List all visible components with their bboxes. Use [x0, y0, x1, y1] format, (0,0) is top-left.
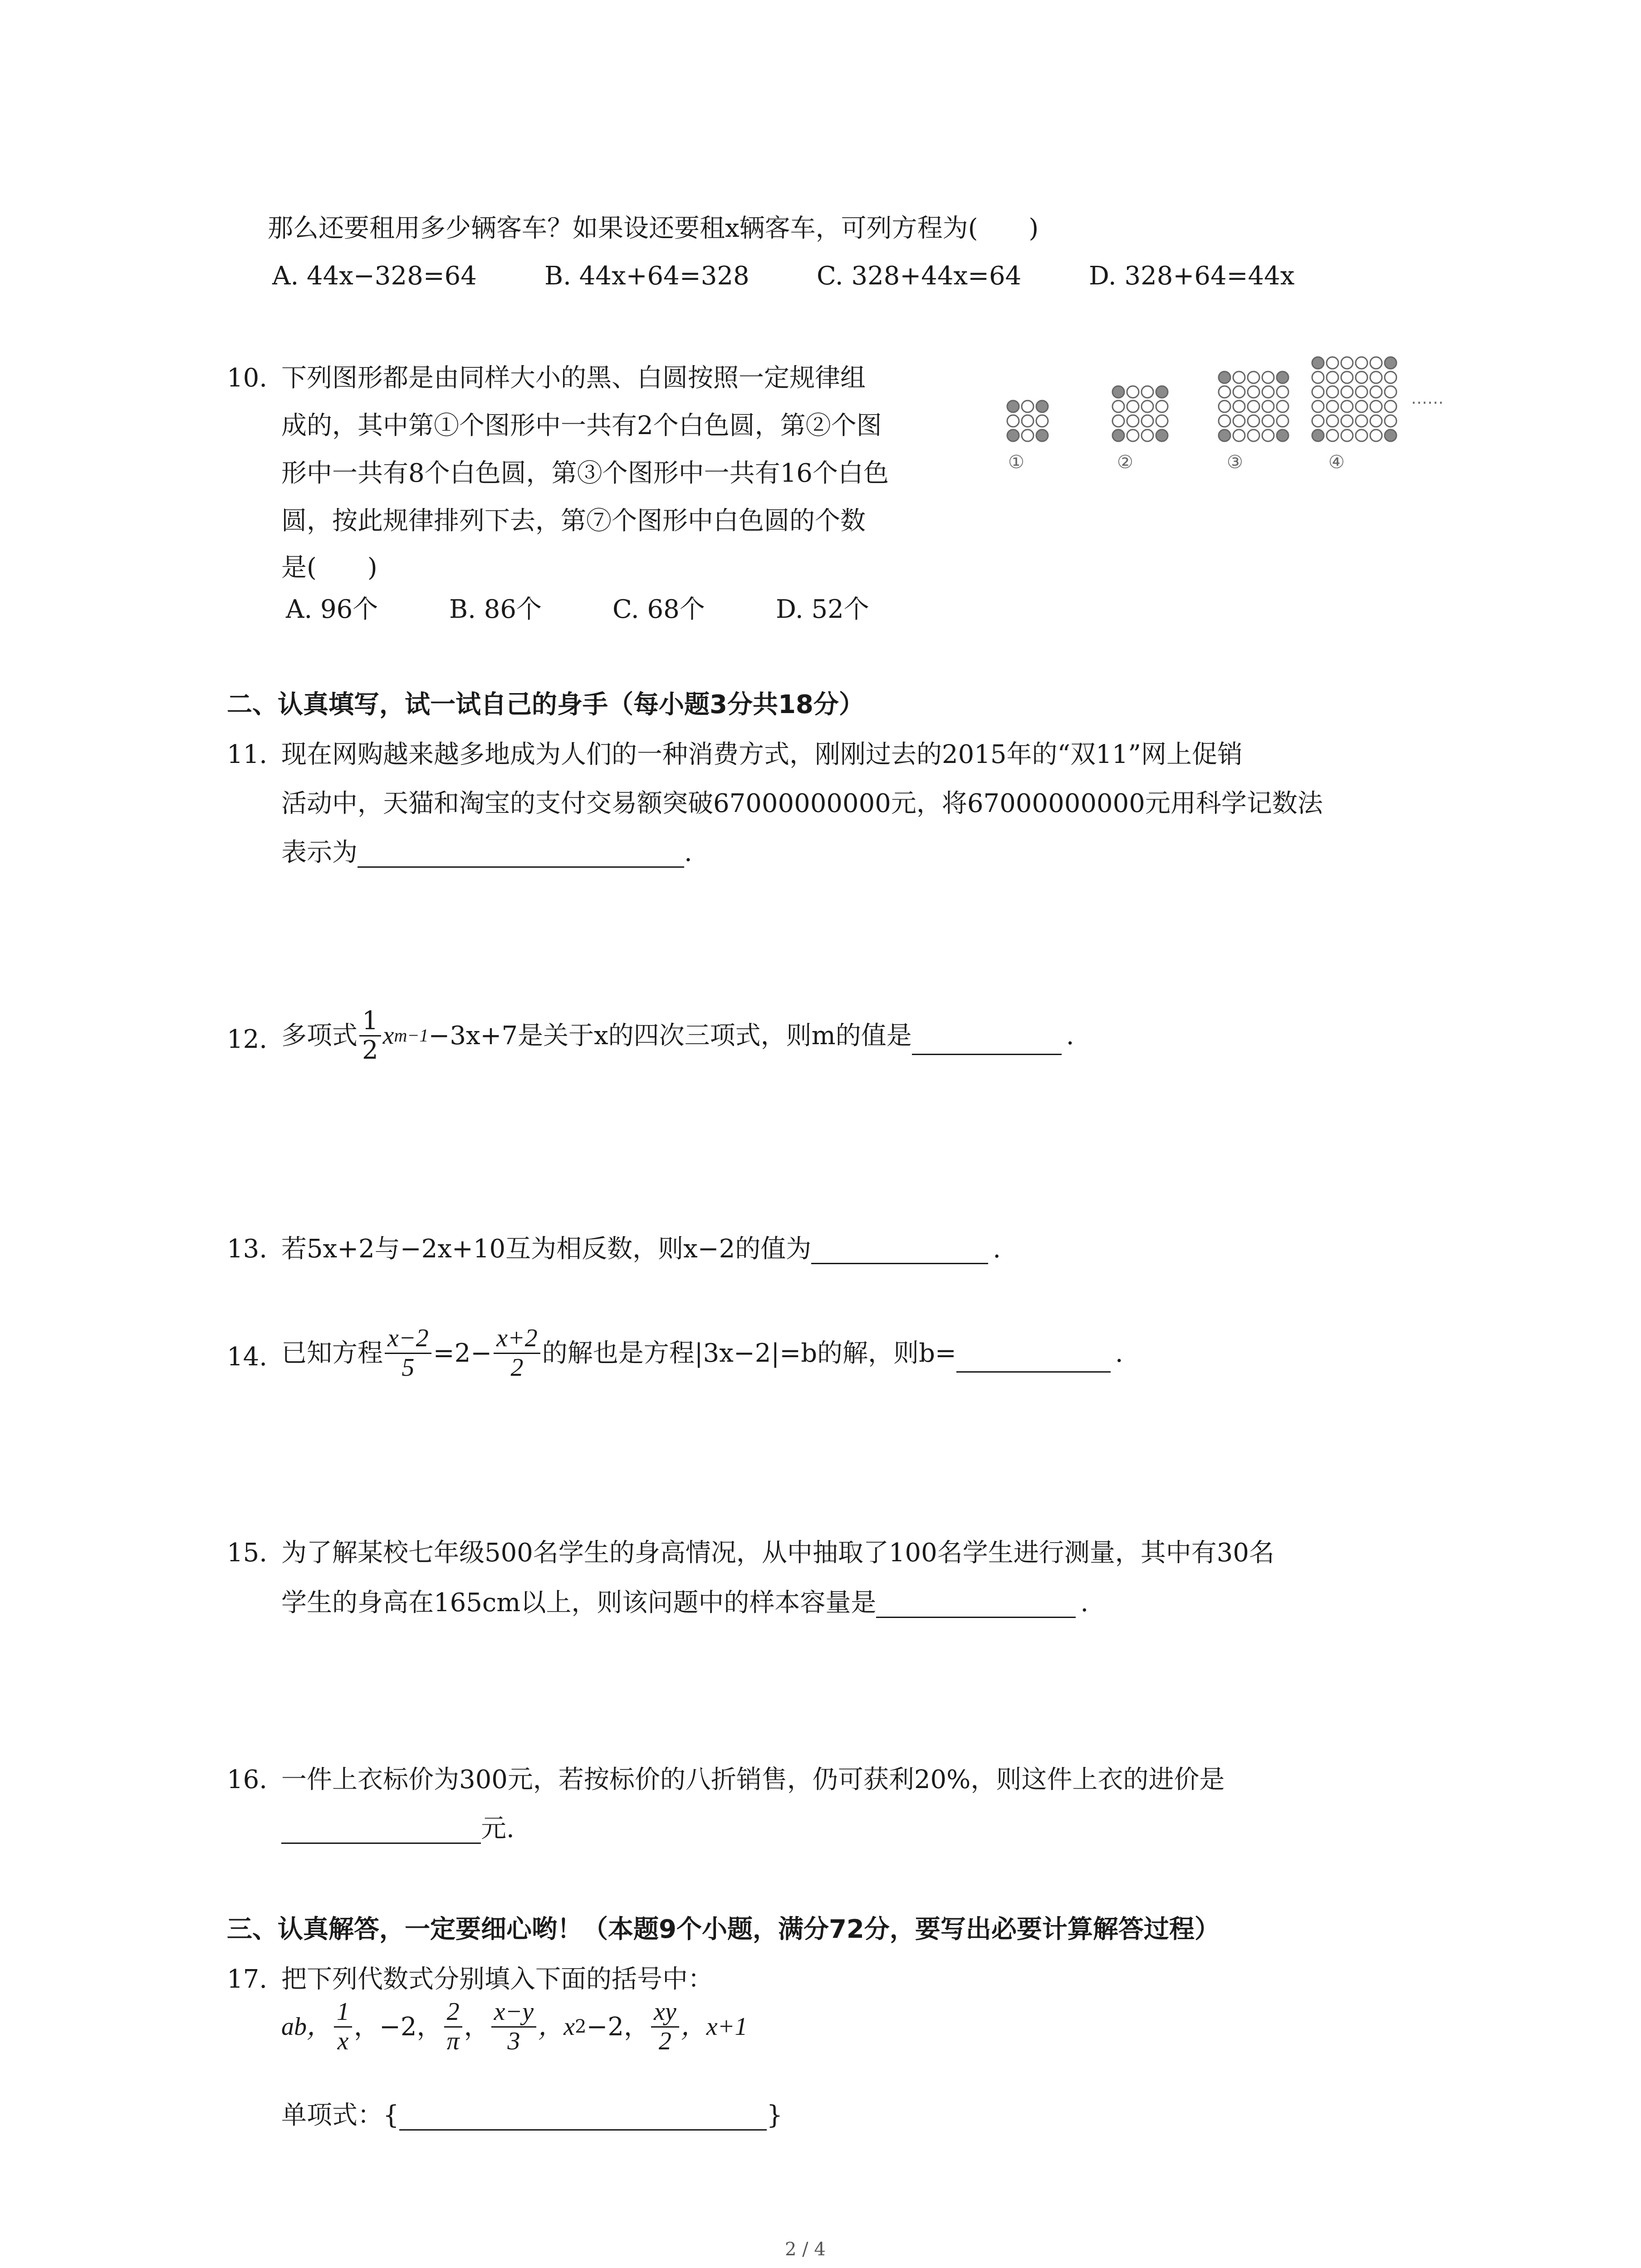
q10-line-5: 是( ): [281, 553, 377, 582]
white-circle: [1277, 415, 1288, 427]
q17-monomial-close: }: [766, 2101, 783, 2130]
q14-frac2-numerator: x+2: [494, 1325, 540, 1354]
black-circle: [1219, 430, 1230, 441]
white-circle: [1370, 371, 1382, 383]
q17-fraction-1: [334, 1998, 352, 2055]
figure-label-3: ③: [1227, 452, 1243, 473]
white-circle: [1141, 401, 1153, 412]
white-circle: [1022, 430, 1034, 441]
q17-fraction-2: [444, 1998, 462, 2055]
black-circle: [1156, 430, 1168, 441]
white-circle: [1262, 371, 1274, 383]
q10-line-4: 圆，按此规律排列下去，第⑦个图形中白色圆的个数: [281, 506, 866, 536]
white-circle: [1385, 371, 1396, 383]
q12-x: x: [382, 1021, 394, 1050]
white-circle: [1233, 401, 1245, 412]
q9-options: [272, 261, 1294, 291]
white-circle: [1007, 415, 1019, 427]
q12-number: 12.: [227, 1025, 268, 1054]
q17-sep-2: ，: [464, 2012, 490, 2042]
q17-frac4-denominator: 2: [658, 2027, 671, 2055]
white-circle: [1248, 371, 1259, 383]
white-circle: [1312, 401, 1324, 412]
q14-post: 的解也是方程|3x−2|=b的解，则b=: [542, 1338, 956, 1368]
white-circle: [1356, 386, 1367, 398]
white-circle: [1233, 430, 1245, 441]
q14-fraction-1: [385, 1325, 431, 1382]
white-circle: [1262, 430, 1274, 441]
q12-answer-blank[interactable]: [912, 1030, 1062, 1055]
white-circle: [1127, 415, 1139, 427]
white-circle: [1248, 415, 1259, 427]
q17-expression-list: [281, 1998, 747, 2055]
q15-answer-blank[interactable]: [876, 1593, 1076, 1618]
black-circle: [1219, 371, 1230, 383]
q11-line-3: [281, 837, 692, 868]
white-circle: [1327, 371, 1338, 383]
q10-line-2: 成的，其中第①个图形中一共有2个白色圆，第②个图: [281, 411, 882, 440]
figure-label-2: ②: [1117, 452, 1133, 473]
q15-line-1: 为了解某校七年级500名学生的身高情况，从中抽取了100名学生进行测量，其中有30名: [281, 1538, 1275, 1568]
white-circle: [1385, 386, 1396, 398]
q17-frac3-denominator: 3: [507, 2027, 520, 2055]
black-circle: [1385, 430, 1396, 441]
q17-intro: 把下列代数式分别填入下面的括号中：: [281, 1965, 713, 1994]
white-circle: [1356, 357, 1367, 369]
white-circle: [1312, 371, 1324, 383]
q17-frac3-numerator: x−y: [491, 1998, 537, 2028]
white-circle: [1341, 401, 1353, 412]
white-circle: [1356, 401, 1367, 412]
q9-option-d: D. 328+64=44x: [1089, 261, 1295, 291]
white-circle: [1156, 401, 1168, 412]
q14-number: 14.: [227, 1342, 268, 1372]
q17-monomial-blank[interactable]: [399, 2106, 767, 2131]
white-circle: [1233, 386, 1245, 398]
q17-monomial-row: [281, 2100, 783, 2131]
white-circle: [1327, 401, 1338, 412]
q13-text: 若5x+2与−2x+10互为相反数，则x−2的值为: [281, 1234, 812, 1264]
white-circle: [1341, 386, 1353, 398]
white-circle: [1327, 430, 1338, 441]
white-circle: [1262, 386, 1274, 398]
q14-end: .: [1115, 1338, 1123, 1368]
white-circle: [1312, 415, 1324, 427]
q17-sep-4: −2，: [586, 2012, 649, 2042]
q11-line-2: 活动中，天猫和淘宝的支付交易额突破67000000000元，将67000000000元用科学记数法: [281, 789, 1323, 818]
q12-frac-denominator: 2: [362, 1035, 378, 1065]
q14-expression: [281, 1325, 1123, 1382]
black-circle: [1312, 430, 1324, 441]
white-circle: [1341, 357, 1353, 369]
white-circle: [1327, 386, 1338, 398]
black-circle: [1112, 430, 1124, 441]
q17-sep-5: ，x+1: [681, 2012, 748, 2041]
q10-option-c: C. 68个: [612, 595, 705, 624]
q17-sep-1: ，−2，: [354, 2012, 442, 2042]
q16-line-1: 一件上衣标价为300元，若按标价的八折销售，仍可获利20%，则这件上衣的进价是: [281, 1765, 1225, 1794]
white-circle: [1219, 415, 1230, 427]
white-circle: [1112, 415, 1124, 427]
white-circle: [1327, 415, 1338, 427]
q9-option-c: C. 328+44x=64: [817, 261, 1022, 291]
white-circle: [1370, 357, 1382, 369]
q11-end: .: [684, 838, 692, 867]
white-circle: [1219, 386, 1230, 398]
white-circle: [1312, 386, 1324, 398]
q17-frac1-denominator: x: [337, 2027, 349, 2055]
q17-frac4-numerator: xy: [651, 1998, 679, 2028]
page-number: 2 / 4: [785, 2239, 826, 2260]
black-circle: [1007, 430, 1019, 441]
q14-pre: 已知方程: [281, 1338, 383, 1368]
white-circle: [1370, 401, 1382, 412]
q17-frac2-numerator: 2: [444, 1998, 462, 2028]
white-circle: [1277, 386, 1288, 398]
black-circle: [1036, 430, 1048, 441]
figure-label-1: ①: [1008, 452, 1024, 473]
q10-option-a: A. 96个: [286, 595, 378, 624]
white-circle: [1233, 415, 1245, 427]
white-circle: [1277, 401, 1288, 412]
q12-fraction: [359, 1007, 381, 1064]
white-circle: [1356, 371, 1367, 383]
black-circle: [1385, 357, 1396, 369]
white-circle: [1022, 415, 1034, 427]
white-circle: [1370, 415, 1382, 427]
q10-option-d: D. 52个: [776, 595, 869, 624]
white-circle: [1036, 415, 1048, 427]
section-3-heading: 三、认真解答，一定要细心哟！（本题9个小题，满分72分，要写出必要计算解答过程）: [227, 1915, 1220, 1944]
q10-option-b: B. 86个: [449, 595, 542, 624]
q12-frac-numerator: 1: [359, 1007, 381, 1036]
black-circle: [1007, 401, 1019, 412]
white-circle: [1341, 371, 1353, 383]
q12-end: .: [1066, 1021, 1074, 1051]
white-circle: [1385, 401, 1396, 412]
white-circle: [1141, 386, 1153, 398]
q17-frac1-numerator: 1: [334, 1998, 352, 2028]
q16-number: 16.: [227, 1765, 268, 1794]
q10-line-3: 形中一共有8个白色圆，第③个图形中一共有16个白色: [281, 459, 889, 488]
q16-answer-blank[interactable]: [281, 1819, 481, 1844]
figure-label-4: ④: [1328, 452, 1345, 473]
white-circle: [1127, 430, 1139, 441]
white-circle: [1356, 430, 1367, 441]
white-circle: [1141, 415, 1153, 427]
circle-pattern-figure: [998, 345, 1461, 481]
q13-line: [281, 1234, 1001, 1264]
q14-answer-blank[interactable]: [956, 1348, 1111, 1373]
white-circle: [1248, 401, 1259, 412]
q14-frac2-denominator: 2: [510, 1353, 524, 1382]
q12-pre: 多项式: [281, 1021, 358, 1051]
white-circle: [1385, 415, 1396, 427]
q16-end: 元.: [481, 1814, 514, 1843]
white-circle: [1248, 430, 1259, 441]
q13-number: 13.: [227, 1234, 268, 1264]
q17-fraction-3: [491, 1998, 537, 2055]
q11-number: 11.: [227, 740, 268, 769]
q15-end: .: [1080, 1588, 1089, 1618]
black-circle: [1312, 357, 1324, 369]
q17-frac2-denominator: π: [446, 2027, 460, 2055]
q13-end: .: [993, 1234, 1001, 1264]
q16-line-2: [281, 1813, 514, 1844]
circle-pattern-svg: [998, 345, 1461, 481]
q15-number: 15.: [227, 1538, 268, 1568]
white-circle: [1262, 401, 1274, 412]
section-2-heading: 二、认真填写，试一试自己的身手（每小题3分共18分）: [227, 690, 864, 719]
q17-sep-3: ，x: [538, 2012, 575, 2041]
white-circle: [1127, 386, 1139, 398]
white-circle: [1370, 386, 1382, 398]
q17-number: 17.: [227, 1965, 268, 1994]
q14-fraction-2: [494, 1325, 540, 1382]
q15-line-2: 学生的身高在165cm以上，则该问题中的样本容量是: [281, 1588, 877, 1618]
white-circle: [1356, 415, 1367, 427]
q12-expression: [281, 1007, 1074, 1064]
q17-square: 2: [574, 2016, 587, 2038]
figure-ellipsis: ……: [1411, 389, 1444, 408]
white-circle: [1127, 401, 1139, 412]
white-circle: [1233, 371, 1245, 383]
black-circle: [1277, 371, 1288, 383]
white-circle: [1022, 401, 1034, 412]
q14-frac1-numerator: x−2: [385, 1325, 431, 1354]
white-circle: [1327, 357, 1338, 369]
black-circle: [1277, 430, 1288, 441]
q9-option-b: B. 44x+64=328: [544, 261, 749, 291]
white-circle: [1341, 415, 1353, 427]
white-circle: [1112, 401, 1124, 412]
q11-answer-blank[interactable]: [358, 843, 684, 868]
q14-mid: =2−: [433, 1338, 492, 1368]
q10-options: [286, 594, 869, 625]
q12-exponent: m−1: [394, 1025, 429, 1046]
q9-continuation: 那么还要租用多少辆客车？如果设还要租x辆客车，可列方程为( ): [268, 214, 1039, 243]
q17-fraction-4: [651, 1998, 679, 2055]
white-circle: [1341, 430, 1353, 441]
white-circle: [1262, 415, 1274, 427]
white-circle: [1141, 430, 1153, 441]
white-circle: [1248, 386, 1259, 398]
black-circle: [1112, 386, 1124, 398]
white-circle: [1370, 430, 1382, 441]
q11-line-1: 现在网购越来越多地成为人们的一种消费方式，刚刚过去的2015年的“双11”网上促销: [281, 740, 1243, 769]
q17-item-ab: ab，: [281, 2012, 332, 2041]
q14-frac1-denominator: 5: [402, 1353, 415, 1382]
white-circle: [1219, 401, 1230, 412]
q10-number: 10.: [227, 363, 268, 393]
q13-answer-blank[interactable]: [811, 1239, 988, 1264]
q11-line-3-text: 表示为: [281, 838, 358, 867]
black-circle: [1036, 401, 1048, 412]
q9-option-a: A. 44x−328=64: [272, 261, 477, 291]
black-circle: [1156, 386, 1168, 398]
white-circle: [1156, 415, 1168, 427]
q12-mid: −3x+7是关于x的四次三项式，则m的值是: [428, 1021, 912, 1051]
q17-monomial-label: 单项式：{: [281, 2101, 399, 2130]
q15-line-2-wrap: [281, 1588, 1088, 1618]
q10-line-1: 下列图形都是由同样大小的黑、白圆按照一定规律组: [281, 363, 866, 393]
